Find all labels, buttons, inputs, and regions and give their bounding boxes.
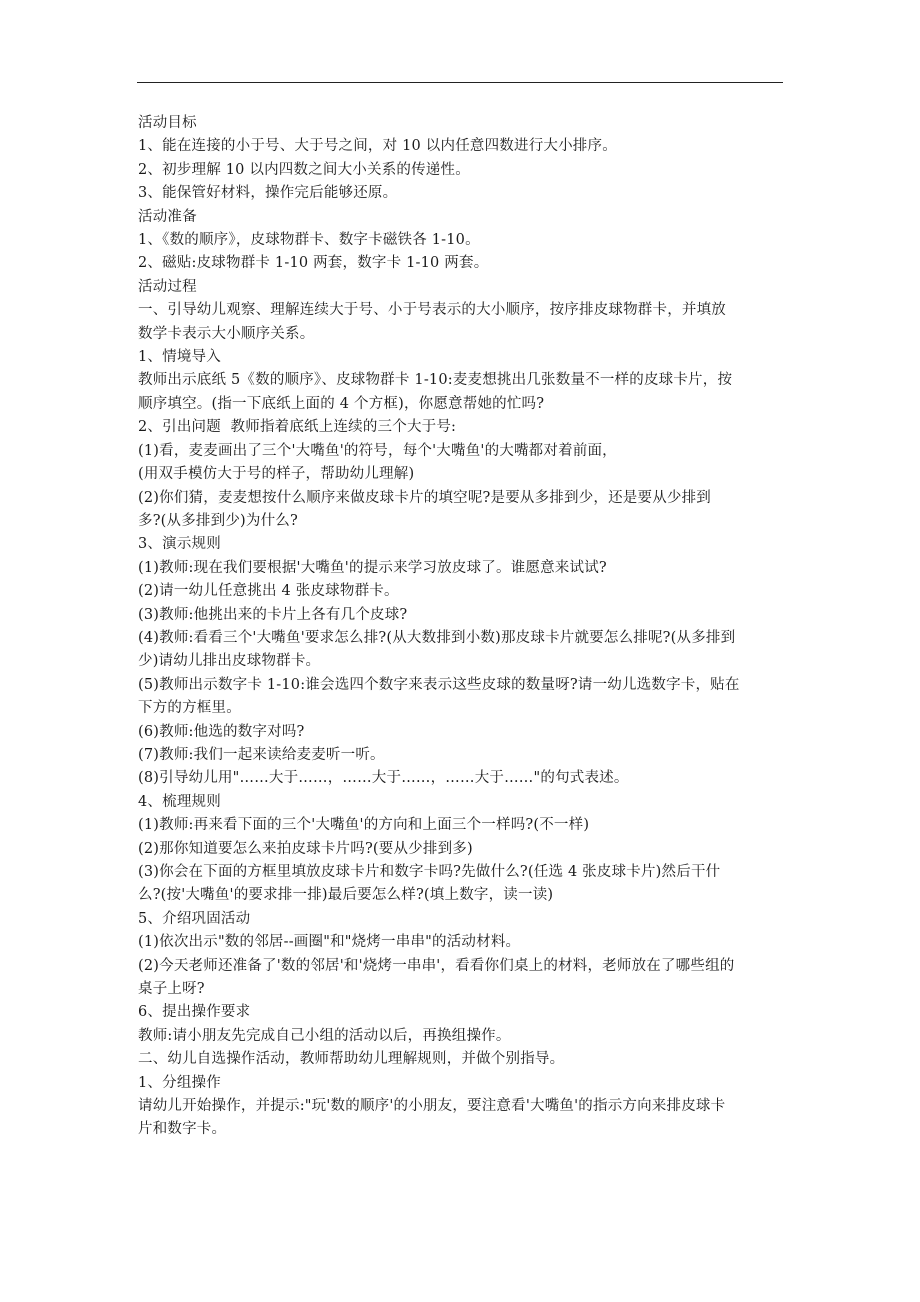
text-line: 教师出示底纸 5《数的顺序》、皮球物群卡 1-10:麦麦想挑出几张数量不一样的皮球卡片，按: [138, 372, 733, 389]
text-line: 么?(按'大嘴鱼'的要求排一排)最后要怎么样?(填上数字，读一读): [138, 887, 554, 904]
text-line: (2)请一幼儿任意挑出 4 张皮球物群卡。: [138, 583, 399, 600]
text-line: 请幼儿开始操作，并提示:"玩'数的顺序'的小朋友，要注意看'大嘴鱼'的指示方向来排皮球卡: [138, 1098, 726, 1115]
text-line: 3、能保管好材料，操作完后能够还原。: [138, 185, 398, 202]
header-rule: [137, 82, 783, 83]
text-line: 2、初步理解 10 以内四数之间大小关系的传递性。: [138, 161, 470, 178]
text-line: (7)教师:我们一起来读给麦麦听一听。: [138, 746, 385, 763]
text-line: 2、引出问题 教师指着底纸上连续的三个大于号:: [138, 419, 457, 436]
text-line: (5)教师出示数字卡 1-10:谁会选四个数字来表示这些皮球的数量呀?请一幼儿选数字卡，贴在: [138, 676, 740, 693]
text-line: 1、能在连接的小于号、大于号之间，对 10 以内任意四数进行大小排序。: [138, 138, 617, 155]
text-line: (2)那你知道要怎么来拍皮球卡片吗?(要从少排到多): [138, 840, 473, 857]
text-line: 片和数字卡。: [138, 1121, 227, 1138]
text-line: 1、分组操作: [138, 1074, 221, 1091]
text-line: (8)引导幼儿用"……大于……，……大于……，……大于……"的句式表述。: [138, 770, 629, 787]
text-line: 顺序填空。(指一下底纸上面的 4 个方框)，你愿意帮她的忙吗?: [138, 395, 545, 412]
text-line: (3)你会在下面的方框里填放皮球卡片和数字卡吗?先做什么?(任选 4 张皮球卡片)然后干什: [138, 864, 721, 880]
text-line: (用双手模仿大于号的样子，帮助幼儿理解): [138, 466, 415, 483]
text-line: 2、磁贴:皮球物群卡 1-10 两套，数字卡 1-10 两套。: [138, 255, 489, 272]
text-line: 5、介绍巩固活动: [138, 910, 251, 927]
text-line: (3)教师:他挑出来的卡片上各有几个皮球?: [138, 606, 408, 623]
text-line: (2)你们猜，麦麦想按什么顺序来做皮球卡片的填空呢?是要从多排到少，还是要从少排到: [138, 489, 712, 506]
text-line: 桌子上呀?: [138, 981, 205, 998]
text-line: 下方的方框里。: [138, 700, 241, 717]
text-line: (4)教师:看看三个'大嘴鱼'要求怎么排?(从大数排到小数)那皮球卡片就要怎么排呢?(从多排到: [138, 629, 736, 646]
text-line: 1、《数的顺序》，皮球物群卡、数字卡磁铁各 1-10。: [138, 232, 480, 249]
text-line: 4、梳理规则: [138, 793, 221, 810]
text-line: (1)看，麦麦画出了三个'大嘴鱼'的符号，每个'大嘴鱼'的大嘴都对着前面，: [138, 442, 617, 459]
text-line: 3、演示规则: [138, 536, 221, 553]
text-line: 少)请幼儿排出皮球物群卡。: [138, 653, 321, 670]
text-line: 1、情境导入: [138, 349, 221, 366]
text-line: (2)今天老师还准备了'数的邻居'和'烧烤一串串'，看看你们桌上的材料，老师放在了哪些组的: [138, 957, 735, 974]
text-line: 6、提出操作要求: [138, 1004, 251, 1021]
text-line: 教师:请小朋友先完成自己小组的活动以后，再换组操作。: [138, 1027, 511, 1044]
text-line: 活动过程: [138, 278, 197, 295]
text-line: (1)教师:现在我们要根据'大嘴鱼'的提示来学习放皮球了。谁愿意来试试?: [138, 559, 607, 576]
text-line: (1)依次出示"数的邻居--画圈"和"烧烤一串串"的活动材料。: [138, 934, 521, 951]
text-line: 一、引导幼儿观察、理解连续大于号、小于号表示的大小顺序，按序排皮球物群卡，并填放: [138, 302, 726, 319]
text-line: 活动目标: [138, 115, 197, 131]
document-body: [138, 112, 784, 1142]
text-line: 数学卡表示大小顺序关系。: [138, 325, 315, 342]
text-line: (6)教师:他选的数字对吗?: [138, 723, 305, 740]
text-line: 二、幼儿自选操作活动，教师帮助幼儿理解规则，并做个别指导。: [138, 1051, 565, 1068]
text-line: 多?(从多排到少)为什么?: [138, 512, 298, 529]
text-line: 活动准备: [138, 208, 197, 225]
text-line: (1)教师:再来看下面的三个'大嘴鱼'的方向和上面三个一样吗?(不一样): [138, 817, 590, 834]
